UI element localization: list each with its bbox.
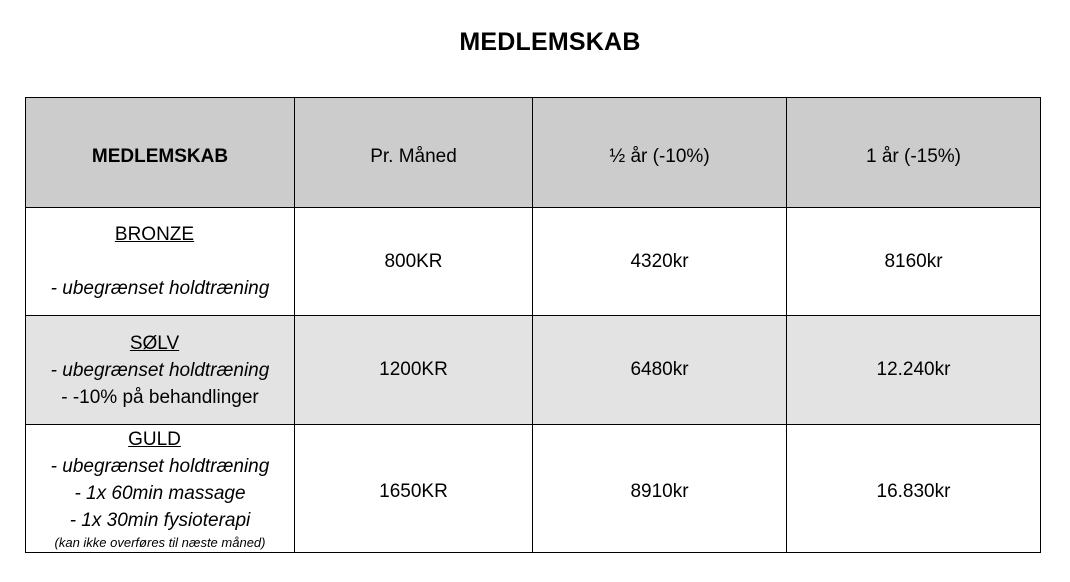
table-row-solv [26,316,1041,425]
price-one-year: 8160kr [787,208,1041,316]
membership-table [25,97,1041,553]
feature-item: - ubegrænset holdtræning [50,359,270,381]
header-membership: MEDLEMSKAB [26,98,295,208]
price-per-month: 1200KR [295,316,533,425]
table-row-guld [26,425,1041,553]
footnote-note: (kan ikke overføres til næste måned) [54,534,266,550]
price-half-year: 8910kr [533,425,787,553]
price-half-year: 4320kr [533,208,787,316]
feature-item: - -10% på behandlinger [61,386,259,408]
page-title: MEDLEMSKAB [459,28,641,56]
tier-name-bronze: BRONZE [114,224,195,245]
price-per-month: 1650KR [295,425,533,553]
price-one-year: 12.240kr [787,316,1041,425]
tier-cell-solv [26,316,295,425]
tier-name-solv: SØLV [129,332,180,354]
feature-item: - 1x 60min massage [74,482,246,504]
header-per-month: Pr. Måned [295,98,533,208]
price-half-year: 6480kr [533,316,787,425]
price-one-year: 16.830kr [787,425,1041,553]
feature-item: - ubegrænset holdtræning [50,278,270,299]
feature-item: - ubegrænset holdtræning [50,455,270,477]
feature-item: - 1x 30min fysioterapi [69,509,251,531]
table-header-row [26,98,1041,208]
table-row-bronze [26,208,1041,316]
header-one-year: 1 år (-15%) [787,98,1041,208]
tier-cell-bronze [26,208,295,316]
tier-name-guld: GULD [128,428,181,450]
header-half-year: ½ år (-10%) [533,98,787,208]
price-per-month: 800KR [295,208,533,316]
tier-cell-guld [26,425,295,553]
